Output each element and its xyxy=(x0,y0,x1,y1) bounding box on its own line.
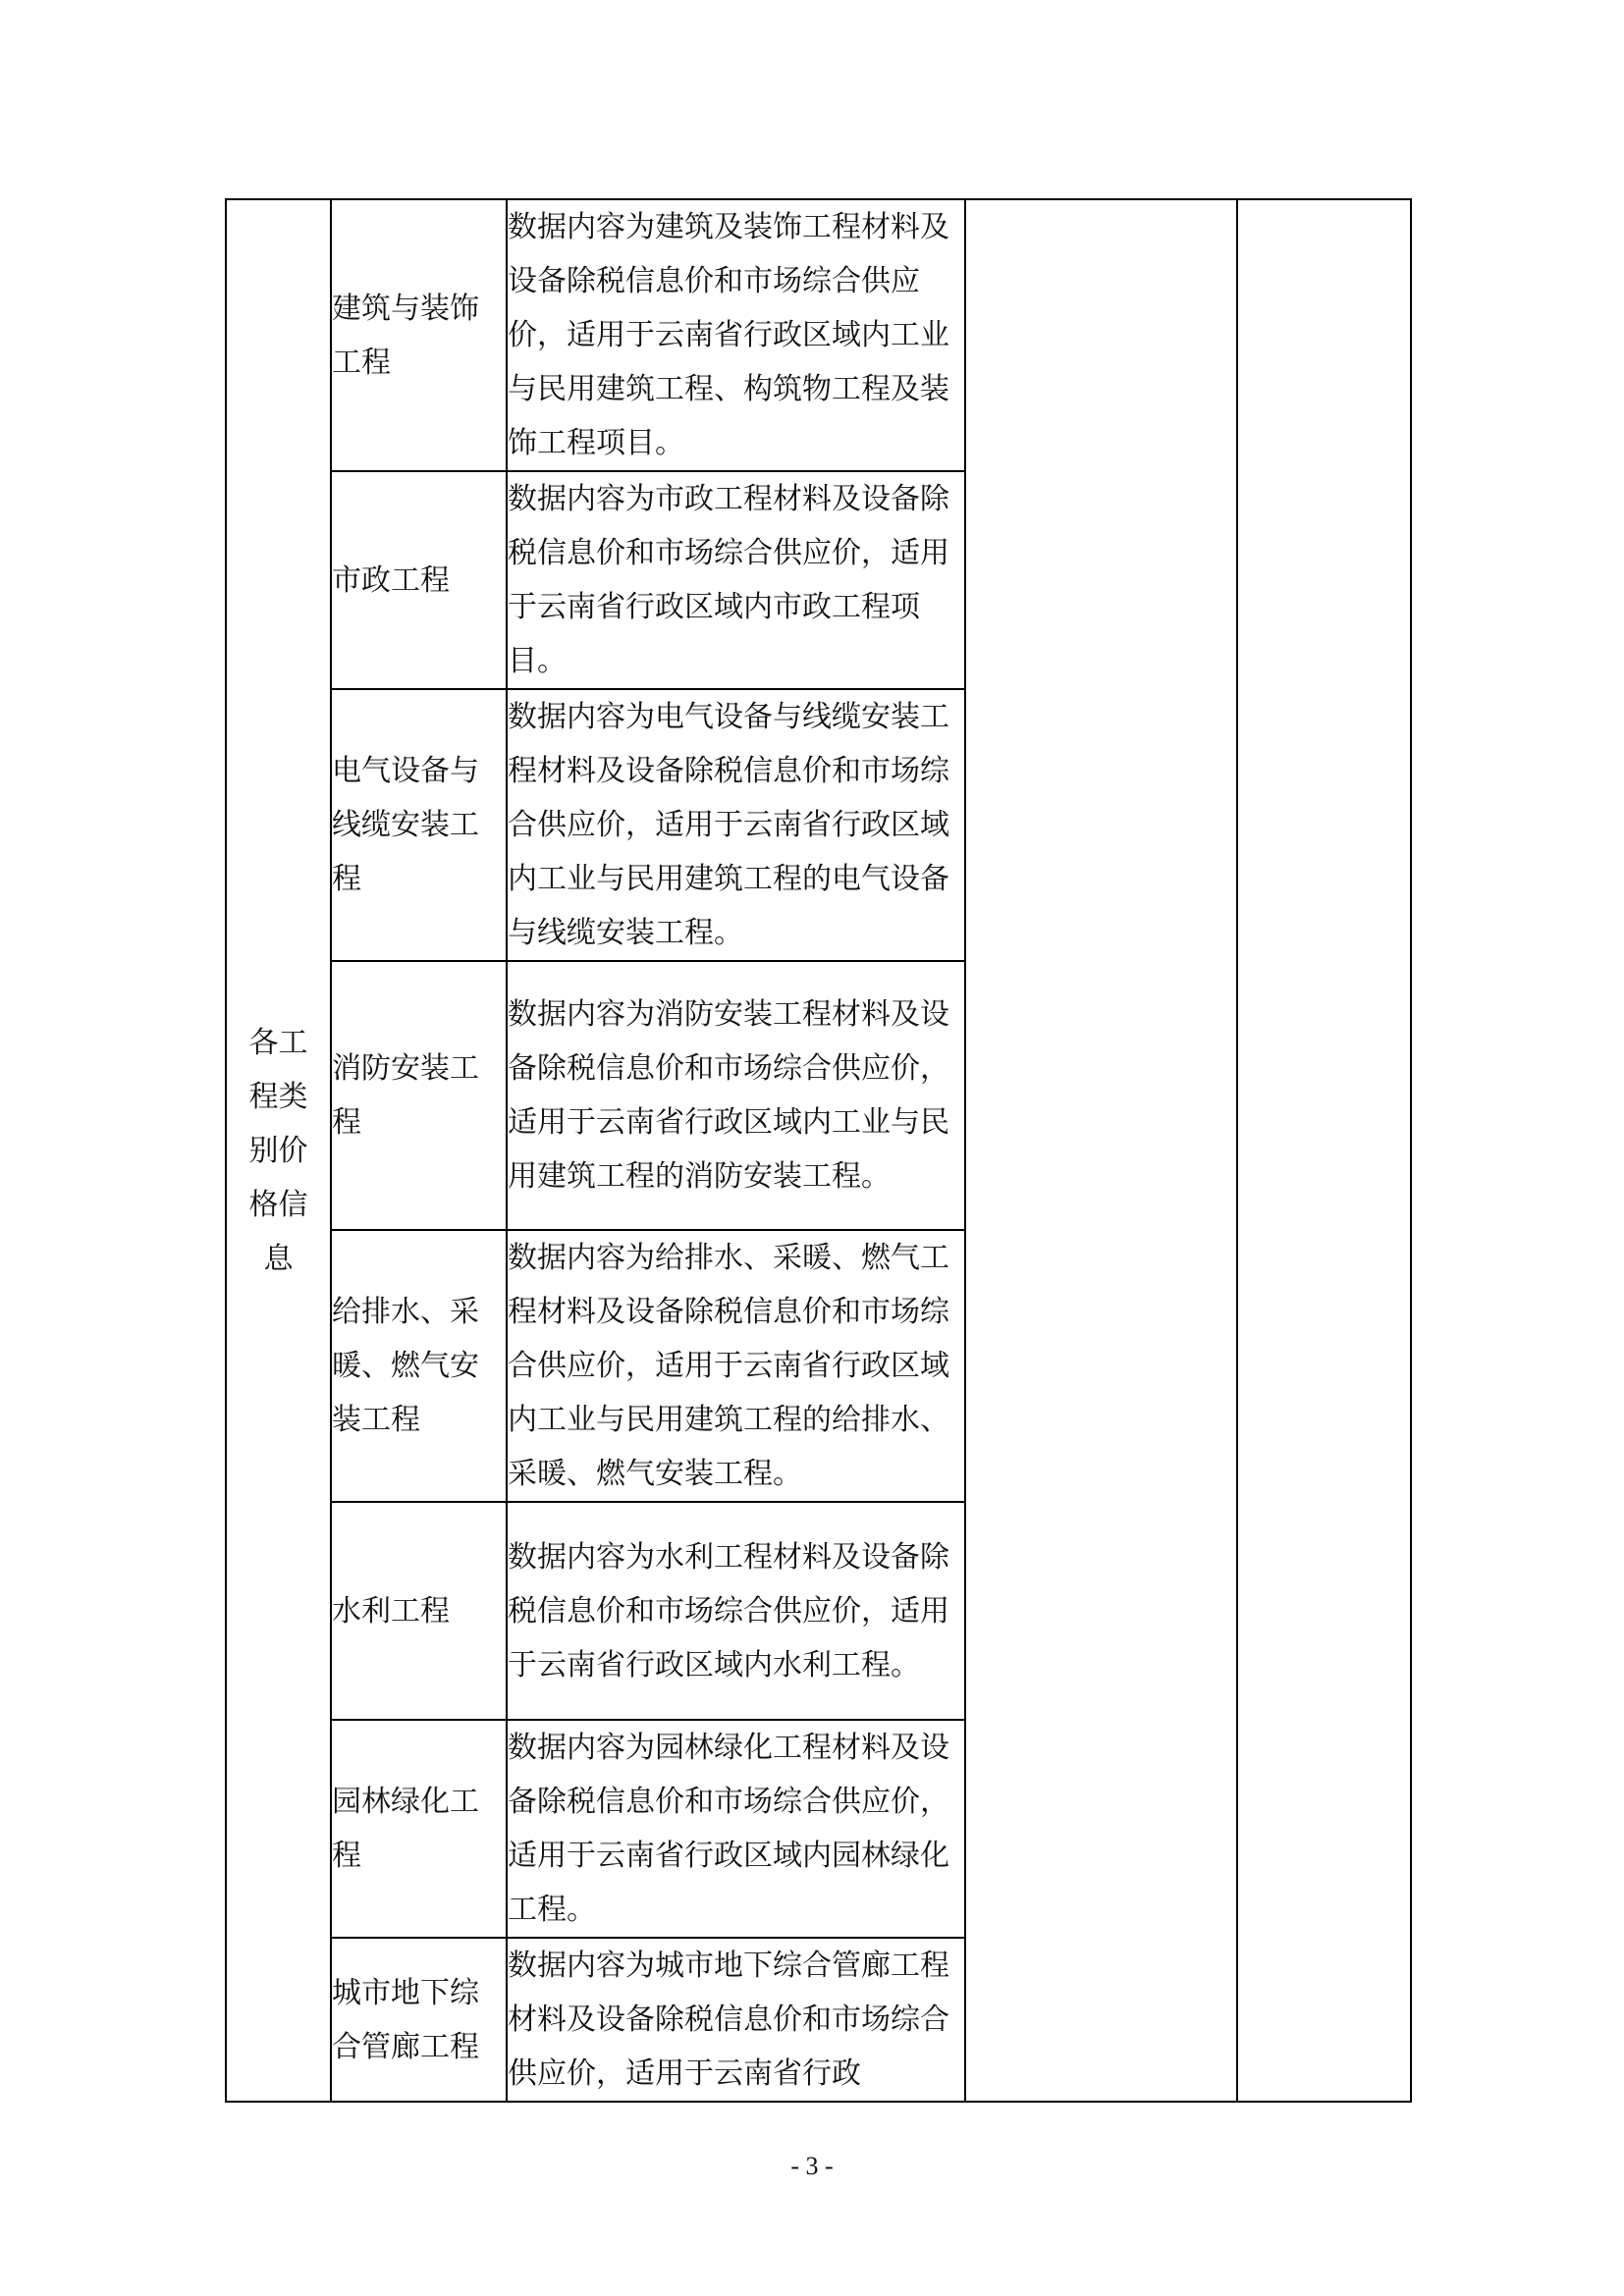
description-cell: 数据内容为电气设备与线缆安装工程材料及设备除税信息价和市场综合供应价，适用于云南省行政区域内工业与民用建筑工程的电气设备与线缆安装工程。 xyxy=(507,689,965,961)
table-row xyxy=(226,199,1411,471)
description-cell: 数据内容为建筑及装饰工程材料及设备除税信息价和市场综合供应价，适用于云南省行政区域内工业与民用建筑工程、构筑物工程及装饰工程项目。 xyxy=(507,199,965,471)
project-type-cell: 给排水、采暖、燃气安装工程 xyxy=(331,1230,507,1502)
project-type-cell: 园林绿化工程 xyxy=(331,1720,507,1938)
description-cell: 数据内容为城市地下综合管廊工程材料及设备除税信息价和市场综合供应价，适用于云南省行政 xyxy=(507,1938,965,2102)
project-type-cell: 建筑与装饰工程 xyxy=(331,199,507,471)
description-cell: 数据内容为给排水、采暖、燃气工程材料及设备除税信息价和市场综合供应价，适用于云南省行政区域内工业与民用建筑工程的给排水、采暖、燃气安装工程。 xyxy=(507,1230,965,1502)
empty-column-5 xyxy=(1237,199,1411,2102)
category-label: 各工程类别价格信息 xyxy=(248,1025,308,1276)
price-info-table xyxy=(225,198,1412,2103)
project-type-cell: 消防安装工程 xyxy=(331,961,507,1230)
project-type-cell: 水利工程 xyxy=(331,1502,507,1720)
description-cell: 数据内容为水利工程材料及设备除税信息价和市场综合供应价，适用于云南省行政区域内水利工程。 xyxy=(507,1502,965,1720)
category-cell xyxy=(226,199,331,2102)
project-type-cell: 城市地下综合管廊工程 xyxy=(331,1938,507,2102)
empty-column-4 xyxy=(965,199,1237,2102)
description-cell: 数据内容为市政工程材料及设备除税信息价和市场综合供应价，适用于云南省行政区域内市政工程项目。 xyxy=(507,471,965,689)
project-type-cell: 电气设备与线缆安装工程 xyxy=(331,689,507,961)
page-number: - 3 - xyxy=(790,2152,834,2180)
project-type-cell: 市政工程 xyxy=(331,471,507,689)
description-cell: 数据内容为消防安装工程材料及设备除税信息价和市场综合供应价，适用于云南省行政区域内工业与民用建筑工程的消防安装工程。 xyxy=(507,961,965,1230)
description-cell: 数据内容为园林绿化工程材料及设备除税信息价和市场综合供应价，适用于云南省行政区域内园林绿化工程。 xyxy=(507,1720,965,1938)
